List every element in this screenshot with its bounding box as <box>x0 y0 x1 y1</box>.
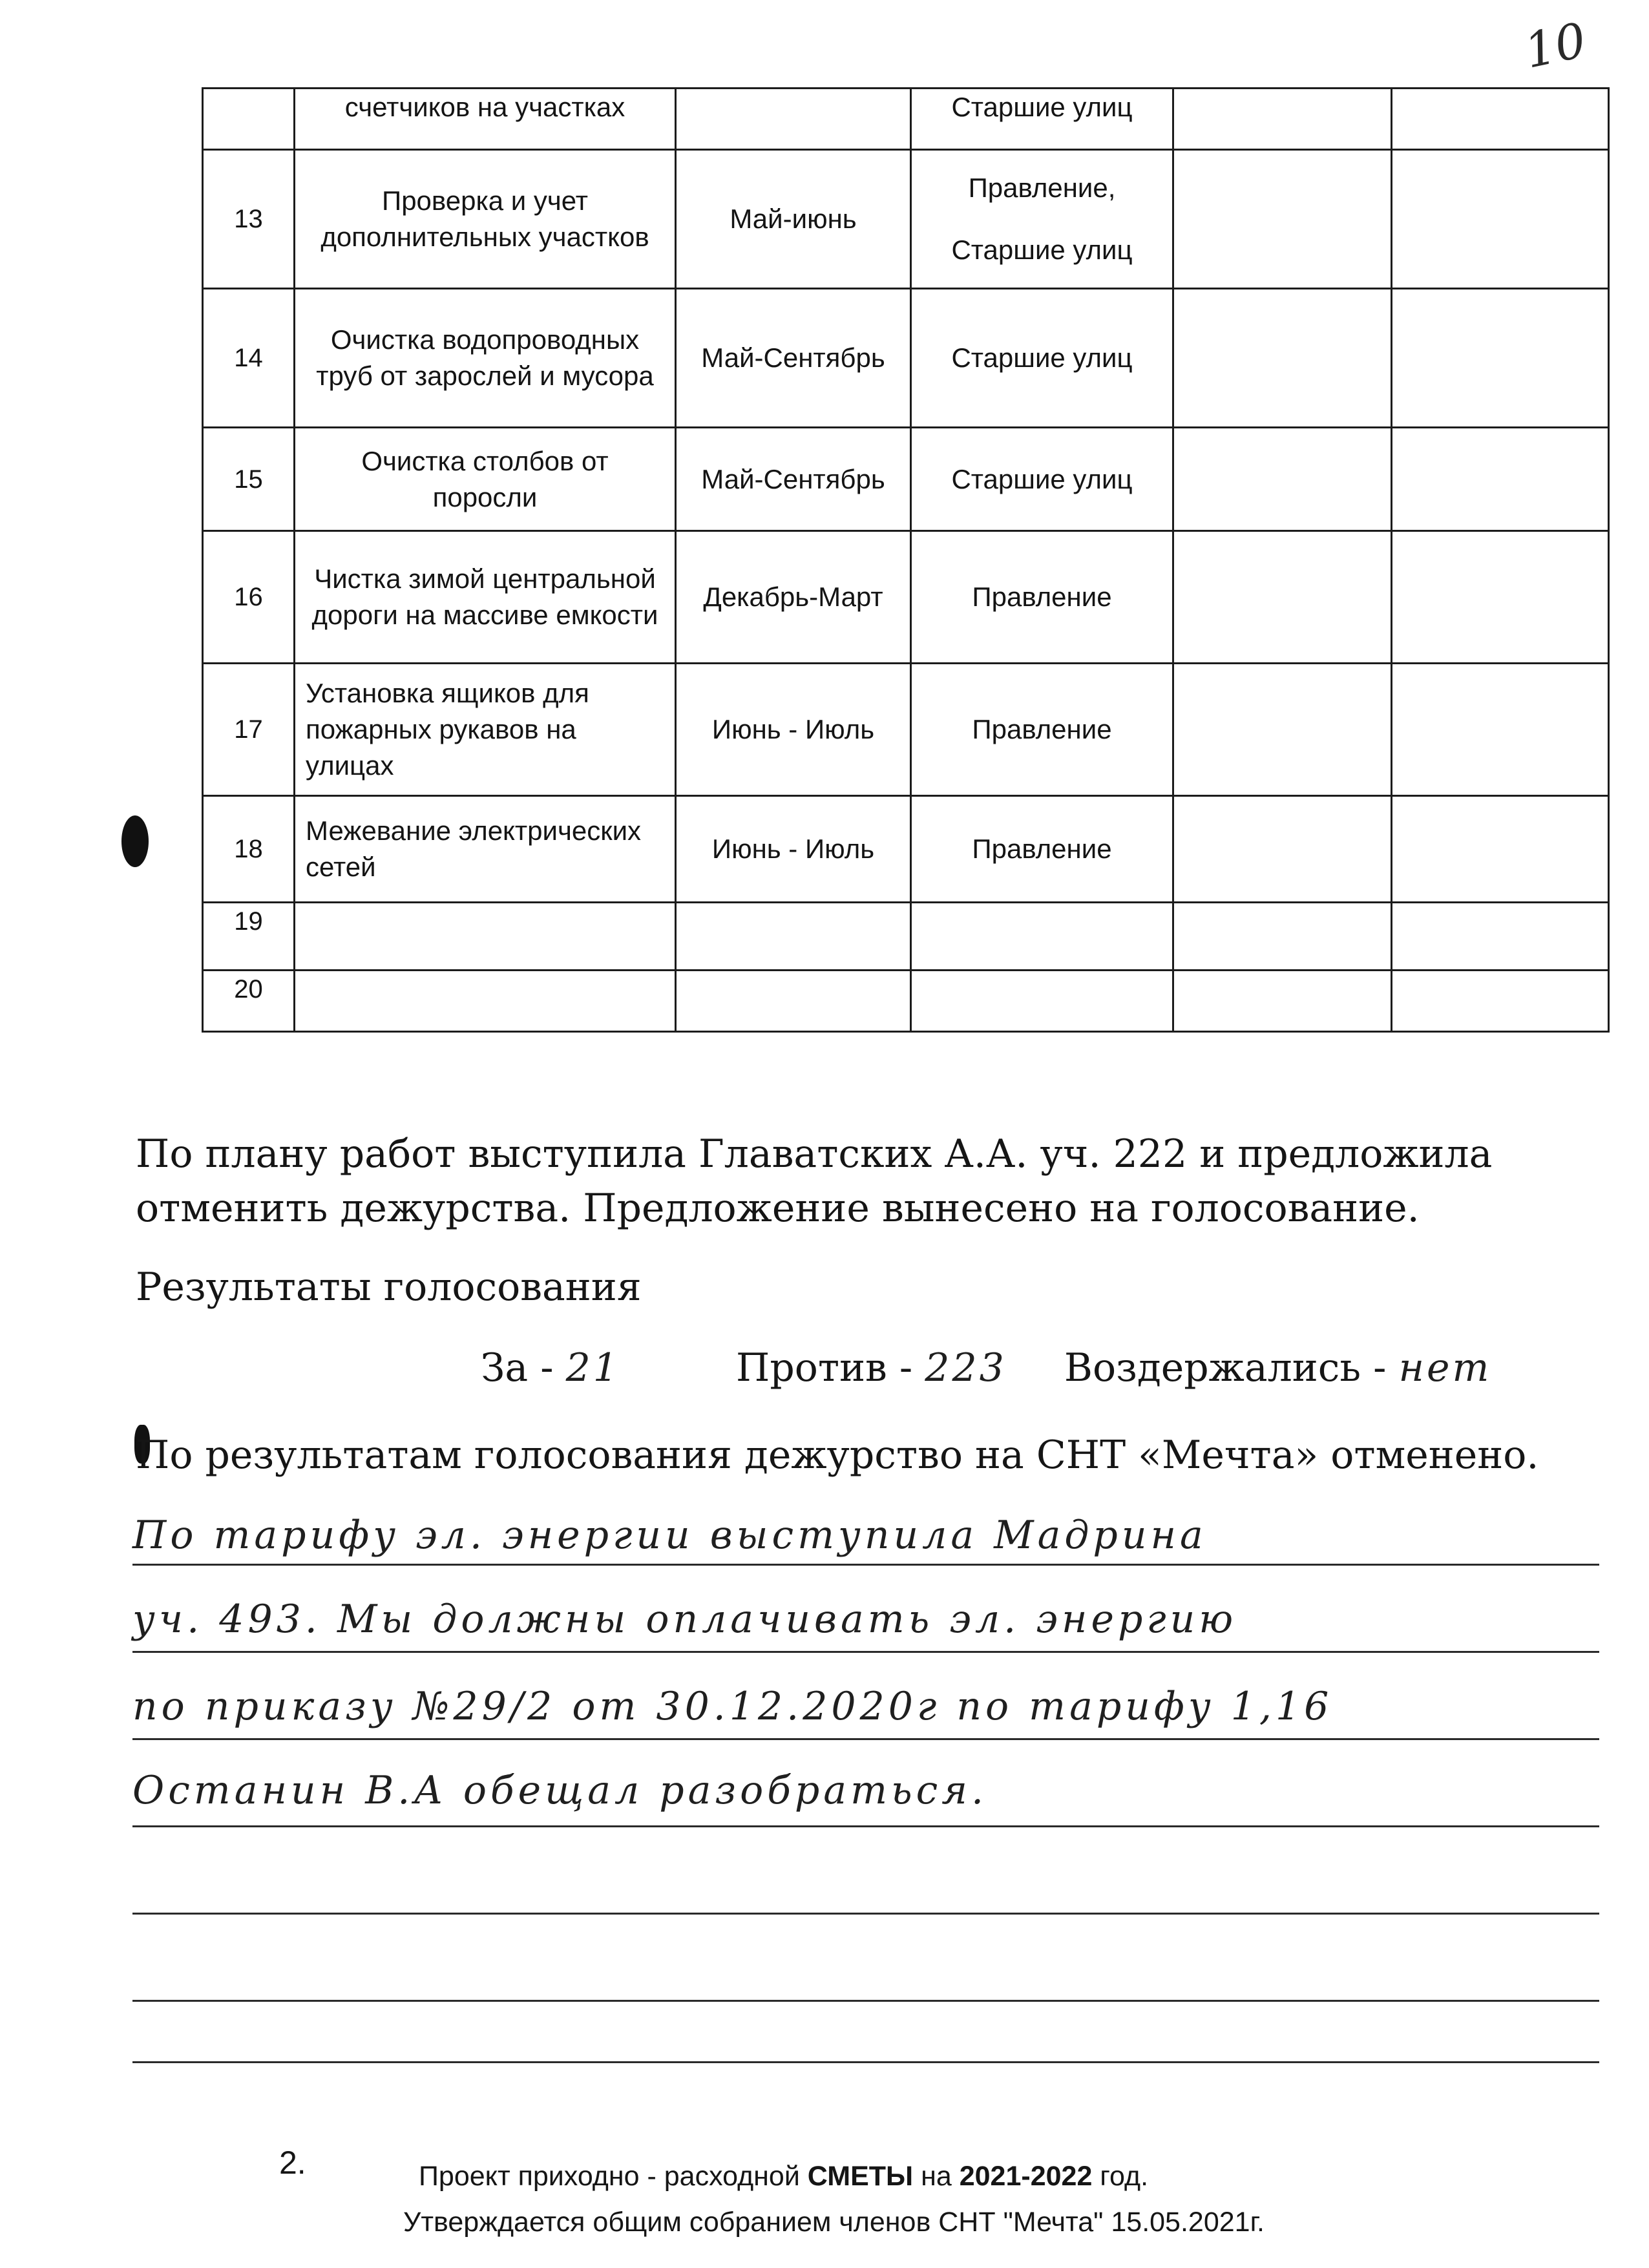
task-cell <box>295 971 676 1032</box>
table-row <box>203 664 1609 796</box>
responsible-text: Старшие улиц <box>951 342 1133 373</box>
table-row <box>203 150 1609 289</box>
row-number-cell: 18 <box>203 796 295 903</box>
vote-for-value: 21 <box>565 1345 620 1391</box>
row-number-cell: 16 <box>203 531 295 664</box>
task-cell: Очистка водопроводных труб от зарослей и мусора <box>295 289 676 428</box>
responsible-text: Правление <box>972 582 1112 612</box>
task-cell <box>295 903 676 971</box>
task-cell: Очистка столбов от поросли <box>295 428 676 531</box>
proposal-paragraph <box>136 1127 1492 1235</box>
agenda-item-title <box>419 2161 1148 2192</box>
agenda-item-number: 2. <box>279 2145 306 2181</box>
empty-cell <box>1173 664 1392 796</box>
table-row <box>203 971 1609 1032</box>
period-cell <box>676 903 911 971</box>
task-cell: Проверка и учет дополнительных участков <box>295 150 676 289</box>
writing-rule <box>132 2000 1599 2002</box>
table-row <box>203 531 1609 664</box>
period-cell: Май-Сентябрь <box>676 428 911 531</box>
period-cell: Июнь - Июль <box>676 664 911 796</box>
empty-cell <box>1392 150 1609 289</box>
empty-cell <box>1173 796 1392 903</box>
agenda-title-mid: на <box>913 2161 960 2192</box>
row-number-cell: 13 <box>203 150 295 289</box>
task-cell: Установка ящиков для пожарных рукавов на улицах <box>295 664 676 796</box>
writing-rule <box>132 1564 1599 1566</box>
vote-conclusion: По результатам голосования дежурство на СНТ «Мечта» отменено. <box>136 1433 1539 1478</box>
responsible-cell <box>911 971 1173 1032</box>
table-row <box>203 89 1609 150</box>
vote-for-label: За - <box>481 1345 554 1391</box>
empty-cell <box>1173 89 1392 150</box>
row-number-cell: 15 <box>203 428 295 531</box>
handwritten-line-1: По тарифу эл. энергии выступила Мадрина <box>132 1513 1207 1558</box>
task-cell: Чистка зимой центральной дороги на массиве емкости <box>295 531 676 664</box>
empty-cell <box>1173 971 1392 1032</box>
empty-cell <box>1392 531 1609 664</box>
writing-rule <box>132 1738 1599 1740</box>
empty-cell <box>1173 150 1392 289</box>
row-number-cell: 14 <box>203 289 295 428</box>
empty-cell <box>1173 903 1392 971</box>
table-row <box>203 289 1609 428</box>
empty-cell <box>1392 428 1609 531</box>
empty-cell <box>1173 531 1392 664</box>
task-cell: счетчиков на участках <box>295 89 676 150</box>
results-heading: Результаты голосования <box>136 1265 642 1310</box>
empty-cell <box>1173 289 1392 428</box>
handwritten-line-2: уч. 493. Мы должны оплачивать эл. энергию <box>132 1597 1237 1642</box>
row-number-cell <box>203 89 295 150</box>
vote-abstain-label: Воздержались - <box>1064 1345 1387 1391</box>
period-cell: Декабрь-Март <box>676 531 911 664</box>
vote-results <box>481 1341 1491 1395</box>
responsible-text: Правление, <box>968 173 1116 203</box>
table-row <box>203 796 1609 903</box>
period-cell: Май-июнь <box>676 150 911 289</box>
agenda-title-bold-estimate: СМЕТЫ <box>807 2161 914 2192</box>
responsible-cell <box>911 428 1173 531</box>
period-cell: Май-Сентябрь <box>676 289 911 428</box>
agenda-title-prefix: Проект приходно - расходной <box>419 2161 808 2192</box>
responsible-cell <box>911 796 1173 903</box>
empty-cell <box>1392 89 1609 150</box>
empty-cell <box>1173 428 1392 531</box>
work-plan-table <box>202 87 1610 1033</box>
table-row <box>203 903 1609 971</box>
handwritten-line-4: Останин В.А обещал разобраться. <box>132 1768 988 1813</box>
writing-rule <box>132 2061 1599 2063</box>
period-cell: Июнь - Июль <box>676 796 911 903</box>
responsible-cell <box>911 150 1173 289</box>
agenda-title-bold-years: 2021-2022 <box>959 2161 1093 2192</box>
ink-blot <box>121 815 149 867</box>
responsible-text: Старшие улиц <box>951 463 1133 494</box>
task-cell: Межевание электрических сетей <box>295 796 676 903</box>
agenda-title-suffix: год. <box>1092 2161 1149 2192</box>
responsible-text: Правление <box>972 714 1112 744</box>
vote-abstain-value: нет <box>1398 1345 1492 1391</box>
handwritten-line-3: по приказу №29/2 от 30.12.2020г по тарифу 1,16 <box>132 1684 1333 1729</box>
responsible-cell <box>911 903 1173 971</box>
agenda-item-approval: Утверждается общим собранием членов СНТ "Мечта" 15.05.2021г. <box>403 2207 1265 2238</box>
proposal-line-1: По плану работ выступила Главатских А.А. уч. 222 и предложила <box>136 1131 1493 1177</box>
empty-cell <box>1392 903 1609 971</box>
empty-cell <box>1392 796 1609 903</box>
writing-rule <box>132 1913 1599 1915</box>
responsible-cell <box>911 664 1173 796</box>
vote-against-value: 223 <box>925 1345 1007 1391</box>
responsible-cell <box>911 531 1173 664</box>
proposal-line-2: отменить дежурства. Предложение вынесено на голосование. <box>136 1186 1420 1231</box>
responsible-cell <box>911 89 1173 150</box>
period-cell <box>676 971 911 1032</box>
writing-rule <box>132 1825 1599 1827</box>
empty-cell <box>1392 289 1609 428</box>
row-number-cell: 20 <box>203 971 295 1032</box>
writing-rule <box>132 1651 1599 1653</box>
empty-cell <box>1392 664 1609 796</box>
responsible-text: Старшие улиц <box>951 92 1133 122</box>
responsible-text: Правление <box>972 834 1112 864</box>
responsible-text: Старшие улиц <box>951 235 1133 265</box>
page-number: 10 <box>1520 12 1591 79</box>
table-row <box>203 428 1609 531</box>
row-number-cell: 19 <box>203 903 295 971</box>
vote-against-label: Против - <box>736 1345 913 1391</box>
responsible-cell <box>911 289 1173 428</box>
empty-cell <box>1392 971 1609 1032</box>
period-cell <box>676 89 911 150</box>
row-number-cell: 17 <box>203 664 295 796</box>
